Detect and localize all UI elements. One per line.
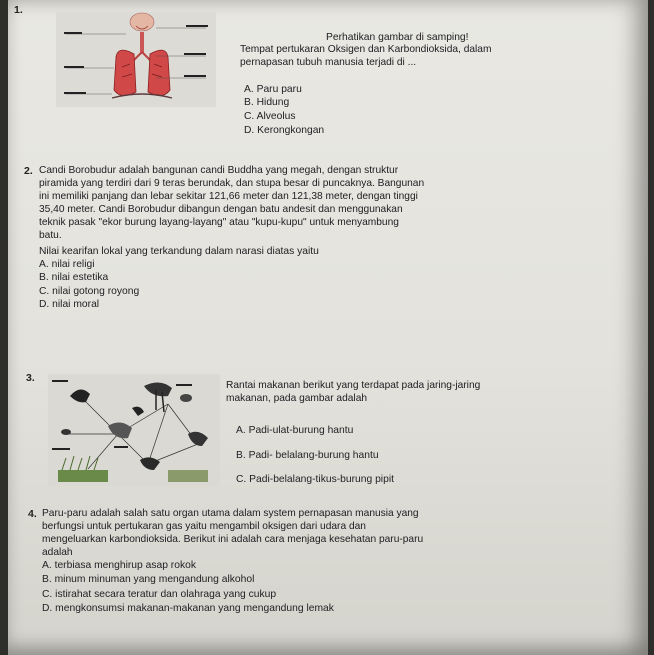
q3-option-b[interactable]: B. Padi- belalang-burung hantu — [236, 450, 379, 461]
q1-question-line: pernapasan tubuh manusia terjadi di ... — [240, 56, 417, 68]
q4-passage — [42, 508, 423, 560]
q2-option-a[interactable]: A. nilai religi — [39, 259, 95, 270]
q3-option-c[interactable]: C. Padi-belalang-tikus-burung pipit — [236, 474, 394, 485]
q4-option-d[interactable]: D. mengkonsumsi makanan-makanan yang mengandung lemak — [42, 603, 334, 614]
q2-passage-line: 35,40 meter. Candi Borobudur dibangun dengan batu andesit dan menggunakan — [39, 203, 403, 215]
q2-passage-line: batu. — [39, 229, 62, 241]
q4-option-c[interactable]: C. istirahat secara teratur dan olahraga yang cukup — [42, 589, 277, 600]
q3-question-line: makanan, pada gambar adalah — [226, 392, 368, 404]
q2-passage-line: Candi Borobudur adalah bangunan candi Buddha yang megah, dengan struktur — [39, 165, 399, 176]
q2-question: Nilai kearifan lokal yang terkandung dalam narasi diatas yaitu — [39, 246, 319, 257]
food-web-icon — [48, 374, 220, 486]
q3-question — [226, 380, 480, 406]
q3-question-line: Rantai makanan berikut yang terdapat pada jaring-jaring — [226, 380, 481, 391]
q4-number: 4. — [28, 508, 37, 520]
q1-number: 1. — [14, 4, 23, 16]
q3-number: 3. — [26, 372, 35, 384]
q4-option-b[interactable]: B. minum minuman yang mengandung alkohol — [42, 574, 255, 585]
q1-option-c[interactable]: C. Alveolus — [244, 111, 296, 122]
q2-passage-line: teknik pasak "ekor burung layang-layang" atau "kupu-kupu" untuk menyambung — [39, 216, 399, 228]
q4-option-a[interactable]: A. terbiasa menghirup asap rokok — [42, 560, 196, 571]
q2-number: 2. — [24, 165, 33, 177]
q1-instruction: Perhatikan gambar di samping! — [326, 32, 469, 43]
q1-option-b[interactable]: B. Hidung — [244, 97, 290, 108]
q2-passage — [39, 165, 424, 242]
q4-passage-line: berfungsi untuk pertukaran gas yaitu mengambil oksigen dari udara dan — [42, 520, 366, 532]
q3-option-a[interactable]: A. Padi-ulat-burung hantu — [236, 425, 354, 436]
q4-passage-line: Paru-paru adalah salah satu organ utama dalam system pernapasan manusia yang — [42, 508, 419, 519]
respiratory-system-figure — [56, 12, 216, 107]
q2-option-c[interactable]: C. nilai gotong royong — [39, 286, 140, 297]
q2-option-b[interactable]: B. nilai estetika — [39, 272, 109, 283]
q4-passage-line: mengeluarkan karbondioksida. Berikut ini adalah cara menjaga kesehatan paru-paru — [42, 533, 424, 545]
q1-question — [240, 44, 491, 70]
q4-passage-line: adalah — [42, 546, 73, 558]
q2-passage-line: piramida yang terdiri dari 9 teras berundak, dan stupa besar di puncaknya. Bangunan — [39, 177, 425, 189]
q1-option-d[interactable]: D. Kerongkongan — [244, 125, 325, 136]
respiratory-system-icon — [56, 12, 216, 107]
q2-option-d[interactable]: D. nilai moral — [39, 299, 100, 310]
q2-passage-line: ini memiliki panjang dan lebar sekitar 121,66 meter dan 121,38 meter, dengan tinggi — [39, 190, 418, 202]
q1-question-line: Tempat pertukaran Oksigen dan Karbondioksida, dalam — [240, 44, 492, 55]
q1-option-a[interactable]: A. Paru paru — [244, 84, 302, 95]
worksheet-page — [8, 0, 648, 655]
food-web-figure — [48, 374, 220, 486]
